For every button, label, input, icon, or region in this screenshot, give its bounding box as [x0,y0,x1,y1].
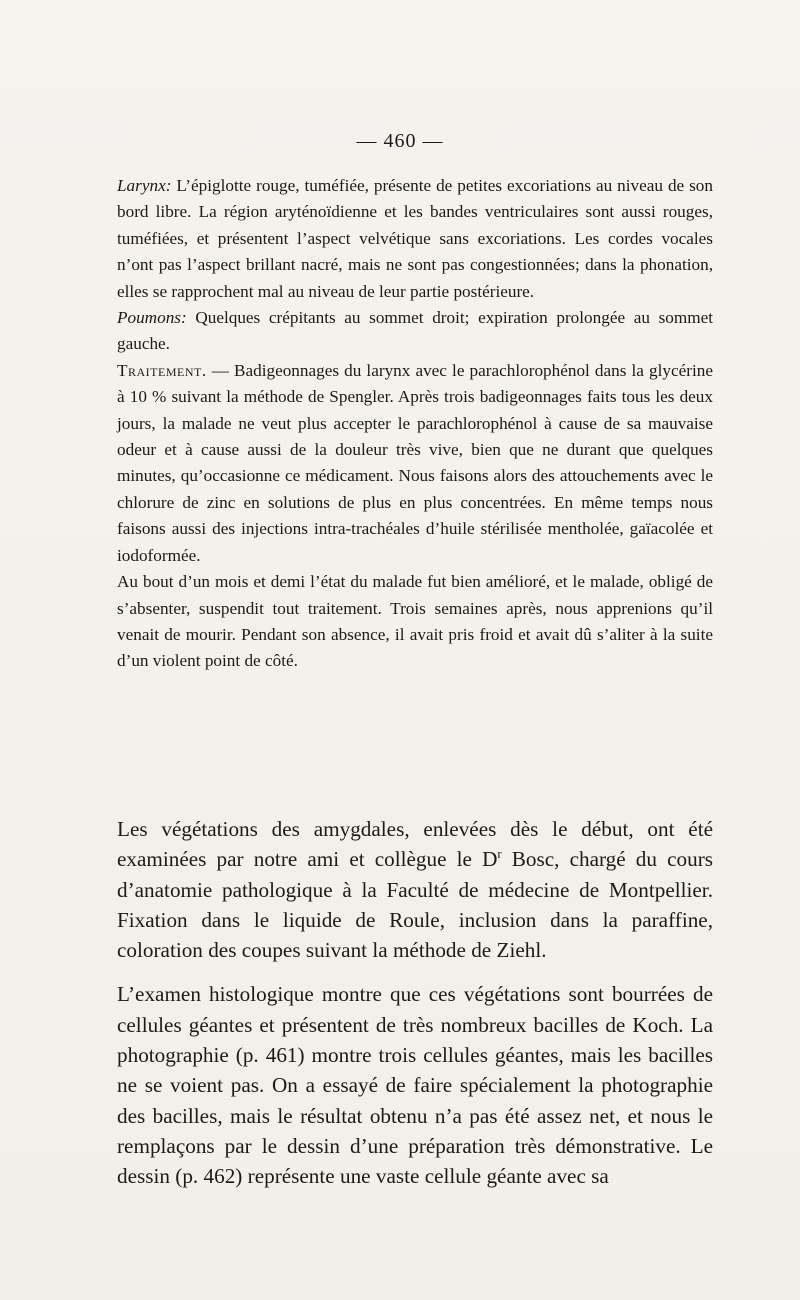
larynx-label: Larynx: [117,176,172,195]
lungs-text: Quelques crépitants au sommet droit; expiration prolongée au sommet gauche. [117,308,713,354]
outcome-paragraph [117,569,713,675]
treatment-paragraph [117,358,713,569]
clinical-observation-block [117,173,713,675]
page-number: — 460 — [356,130,444,152]
vegetations-text-end: Bosc, chargé du cours d’anatomie pathologique à la Faculté de médecine de Montpellier. Fixation dans le liquide de Roule, inclusion dans la paraffine, coloration des coupes suivant la méthode de Ziehl. [117,847,713,963]
lungs-label: Poumons: [117,308,187,328]
doctor-superscript: r [497,847,502,862]
outcome-text: Au bout d’un mois et demi l’état du malade fut bien amélioré, et le malade, obligé de s’absenter, suspendit tout traitement. Trois semaines après, nous apprenions qu’il venait de mourir. Pendant son absence, il avait pris froid et avait dû s’aliter à la suite d’un violent point de côté. [117,572,713,671]
larynx-text: L’épiglotte rouge, tuméfiée, présente de petites excoriations au niveau de son bord libre. La région aryténoïdienne et les bandes ventriculaires sont aussi rouges, tuméfiées, et présentent l’aspect velvétique sans excoriations. Les cordes vocales n’ont pas l’aspect brillant nacré, mais ne sont pas congestionnées; dans la phonation, elles se rapprochent mal au niveau de leur partie postérieure. [117,176,713,301]
treatment-text: — Badigeonnages du larynx avec le parachlorophénol dans la glycérine à 10 % suivant la méthode de Spengler. Après trois badigeonnages faits tous les deux jours, la malade ne veut plus accepter le parachlorophénol à cause de sa mauvaise odeur et à cause aussi de la douleur très vive, bien que ne durant que quelques minutes, qu’occasionne ce médicament. Nous faisons alors des attouchements avec le chlorure de zinc en solutions de plus en plus concentrées. En même temps nous faisons aussi des injections intra-trachéales d’huile stérilisée mentholée, gaïacolée et iodoformée. [117,360,713,565]
histology-text: L’examen histologique montre que ces végétations sont bourrées de cellules géantes et présentent de très nombreux bacilles de Koch. La photographie (p. 461) montre trois cellules géantes, mais les bacilles ne se voient pas. On a essayé de faire spécialement la photographie des bacilles, mais le résultat obtenu n’a pas été assez net, et nous le remplaçons par le dessin d’une préparation très démonstrative. Le dessin (p. 462) représente une vaste cellule géante avec sa [117,982,713,1189]
histology-paragraph [117,979,713,1191]
main-text-block [117,814,713,1192]
vegetations-paragraph [117,814,713,965]
larynx-paragraph [117,173,713,305]
vegetations-text-start: Les végétations des amygdales, enlevées dès le début, ont été examinées par notre ami et collègue le D [117,817,713,872]
treatment-label: Traitement. [117,360,207,380]
lungs-paragraph [117,305,713,358]
